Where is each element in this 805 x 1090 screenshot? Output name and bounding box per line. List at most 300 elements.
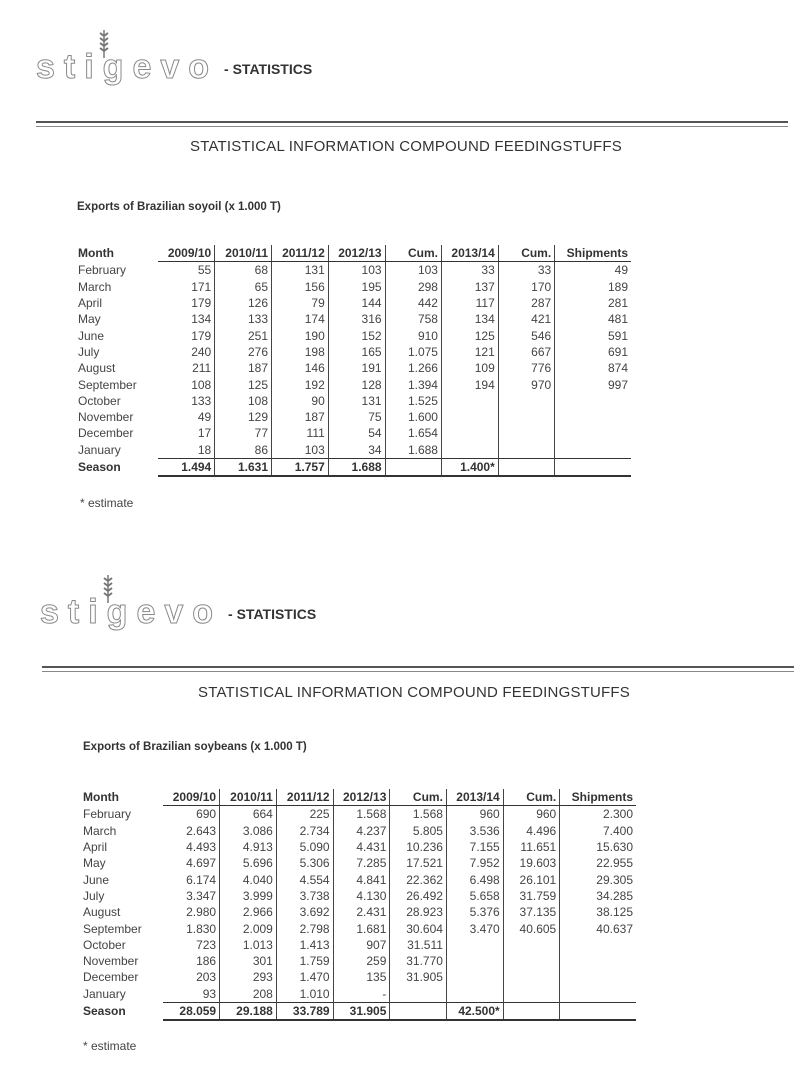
value-cell: 75 bbox=[328, 409, 385, 425]
value-cell: 546 bbox=[498, 327, 554, 343]
month-cell: April bbox=[83, 840, 108, 855]
soybeans-table-title: Exports of Brazilian soybeans (x 1.000 T) bbox=[83, 741, 307, 753]
value-cell: 133 bbox=[158, 393, 214, 409]
header-rule bbox=[36, 121, 788, 123]
month-cell: September bbox=[83, 921, 142, 936]
value-cell: 22.362 bbox=[390, 871, 447, 887]
value-cell: 421 bbox=[498, 311, 554, 327]
value-cell: 190 bbox=[272, 327, 329, 343]
value-cell: 108 bbox=[158, 376, 214, 392]
col-cum-1: Cum. bbox=[385, 245, 441, 262]
value-cell: 131 bbox=[328, 393, 385, 409]
value-cell: 179 bbox=[158, 295, 214, 311]
col-cum-2: Cum. bbox=[503, 789, 560, 806]
col-cum-1: Cum. bbox=[390, 789, 447, 806]
table-row bbox=[78, 295, 631, 311]
value-cell: 187 bbox=[215, 360, 272, 376]
stigevo-logo bbox=[36, 50, 312, 84]
value-cell: 6.498 bbox=[446, 871, 503, 887]
table-row bbox=[83, 986, 636, 1003]
value-cell: 276 bbox=[215, 344, 272, 360]
value-cell: 3.470 bbox=[446, 920, 503, 936]
month-cell: September bbox=[78, 377, 137, 392]
value-cell: 170 bbox=[498, 279, 554, 295]
value-cell: 4.493 bbox=[163, 839, 219, 855]
value-cell: 287 bbox=[498, 295, 554, 311]
value-cell: 3.086 bbox=[220, 823, 277, 839]
col-2011-12: 2011/12 bbox=[272, 245, 329, 262]
value-cell: 121 bbox=[441, 344, 498, 360]
value-cell: 31.759 bbox=[503, 888, 560, 904]
table-row bbox=[78, 311, 631, 327]
value-cell: 93 bbox=[163, 986, 219, 1003]
soyoil-table-title: Exports of Brazilian soyoil (x 1.000 T) bbox=[77, 201, 281, 213]
col-2013-14: 2013/14 bbox=[441, 245, 498, 262]
value-cell bbox=[441, 442, 498, 459]
month-cell: December bbox=[78, 426, 134, 441]
value-cell: 191 bbox=[328, 360, 385, 376]
value-cell: 129 bbox=[215, 409, 272, 425]
month-cell: January bbox=[83, 986, 126, 1001]
value-cell: 1.010 bbox=[276, 986, 333, 1003]
table-row bbox=[78, 327, 631, 343]
value-cell: 259 bbox=[333, 953, 390, 969]
value-cell: 7.155 bbox=[446, 839, 503, 855]
logo-suffix: - STATISTICS bbox=[224, 61, 313, 77]
value-cell: 29.305 bbox=[596, 872, 633, 887]
value-cell: 31.905 bbox=[390, 969, 447, 985]
value-cell bbox=[498, 458, 554, 476]
table-row bbox=[83, 904, 636, 920]
value-cell: 135 bbox=[333, 969, 390, 985]
value-cell: 2.300 bbox=[602, 807, 633, 822]
value-cell: 240 bbox=[158, 344, 214, 360]
value-cell: 481 bbox=[607, 312, 628, 327]
value-cell: 198 bbox=[272, 344, 329, 360]
value-cell: 203 bbox=[163, 969, 219, 985]
value-cell: 30.604 bbox=[390, 920, 447, 936]
value-cell: 90 bbox=[272, 393, 329, 409]
footnote: * estimate bbox=[83, 1039, 137, 1053]
value-cell: 910 bbox=[385, 327, 441, 343]
value-cell: 22.955 bbox=[596, 856, 633, 871]
value-cell: 3.999 bbox=[220, 888, 277, 904]
value-cell: 38.125 bbox=[596, 905, 633, 920]
value-cell: 31.905 bbox=[333, 1002, 390, 1020]
month-cell: April bbox=[78, 296, 103, 311]
season-row bbox=[78, 458, 631, 476]
value-cell: 144 bbox=[328, 295, 385, 311]
value-cell bbox=[560, 937, 636, 953]
value-cell: 134 bbox=[441, 311, 498, 327]
value-cell: 4.496 bbox=[503, 823, 560, 839]
value-cell: 907 bbox=[333, 937, 390, 953]
value-cell: 208 bbox=[220, 986, 277, 1003]
value-cell: 137 bbox=[441, 279, 498, 295]
value-cell: 970 bbox=[498, 376, 554, 392]
value-cell: 3.347 bbox=[163, 888, 219, 904]
value-cell: 301 bbox=[220, 953, 277, 969]
value-cell: 125 bbox=[441, 327, 498, 343]
value-cell: 690 bbox=[163, 806, 219, 823]
value-cell: 591 bbox=[607, 328, 628, 343]
value-cell bbox=[503, 986, 560, 1003]
value-cell: 152 bbox=[328, 327, 385, 343]
value-cell: 28.059 bbox=[163, 1002, 219, 1020]
value-cell: 26.492 bbox=[390, 888, 447, 904]
value-cell: 1.688 bbox=[385, 442, 441, 459]
value-cell: 316 bbox=[328, 311, 385, 327]
table-row bbox=[83, 839, 636, 855]
value-cell: 194 bbox=[441, 376, 498, 392]
month-cell: November bbox=[83, 954, 139, 969]
table-row bbox=[78, 279, 631, 295]
value-cell: 28.923 bbox=[390, 904, 447, 920]
month-cell: July bbox=[78, 344, 100, 359]
table-row bbox=[83, 888, 636, 904]
value-cell: 442 bbox=[385, 295, 441, 311]
table-row bbox=[78, 262, 631, 279]
soyoil-body bbox=[78, 262, 631, 476]
wheat-icon bbox=[101, 575, 115, 603]
month-cell: December bbox=[83, 970, 139, 985]
value-cell bbox=[555, 393, 631, 409]
col-2010-11: 2010/11 bbox=[215, 245, 272, 262]
value-cell bbox=[390, 986, 447, 1003]
value-cell: 2.009 bbox=[220, 920, 277, 936]
value-cell: 1.013 bbox=[220, 937, 277, 953]
value-cell bbox=[560, 953, 636, 969]
document-title: STATISTICAL INFORMATION COMPOUND FEEDINGSTUFFS bbox=[198, 684, 630, 701]
month-cell: November bbox=[78, 410, 134, 425]
value-cell: 117 bbox=[441, 295, 498, 311]
value-cell: - bbox=[333, 986, 390, 1003]
value-cell: 33.789 bbox=[276, 1002, 333, 1020]
value-cell: 133 bbox=[215, 311, 272, 327]
value-cell: 211 bbox=[158, 360, 214, 376]
value-cell: 2.643 bbox=[163, 823, 219, 839]
value-cell: 1.394 bbox=[385, 376, 441, 392]
value-cell bbox=[503, 953, 560, 969]
col-2009-10: 2009/10 bbox=[163, 789, 219, 806]
soybeans-table bbox=[83, 789, 636, 1021]
value-cell: 225 bbox=[276, 806, 333, 823]
header-rule-thin bbox=[42, 671, 794, 672]
month-cell: March bbox=[78, 279, 112, 294]
value-cell: 5.658 bbox=[446, 888, 503, 904]
value-cell: 189 bbox=[607, 279, 628, 294]
value-cell: 156 bbox=[272, 279, 329, 295]
col-2010-11: 2010/11 bbox=[220, 789, 277, 806]
value-cell: 192 bbox=[272, 376, 329, 392]
value-cell: 65 bbox=[215, 279, 272, 295]
month-cell: January bbox=[78, 442, 121, 457]
value-cell bbox=[555, 442, 631, 459]
value-cell: 33 bbox=[441, 262, 498, 279]
value-cell: 109 bbox=[441, 360, 498, 376]
value-cell: 11.651 bbox=[503, 839, 560, 855]
col-shipments: Shipments bbox=[560, 789, 636, 806]
value-cell: 86 bbox=[215, 442, 272, 459]
value-cell: 40.637 bbox=[596, 921, 633, 936]
value-cell: 1.830 bbox=[163, 920, 219, 936]
value-cell: 1.568 bbox=[333, 806, 390, 823]
table-row bbox=[78, 344, 631, 360]
value-cell: 664 bbox=[220, 806, 277, 823]
value-cell bbox=[441, 409, 498, 425]
value-cell: 134 bbox=[158, 311, 214, 327]
soyoil-section bbox=[0, 0, 805, 540]
value-cell: 111 bbox=[272, 425, 329, 441]
value-cell: 1.631 bbox=[215, 458, 272, 476]
value-cell: 165 bbox=[328, 344, 385, 360]
value-cell: 1.413 bbox=[276, 937, 333, 953]
value-cell: 146 bbox=[272, 360, 329, 376]
value-cell: 4.554 bbox=[276, 871, 333, 887]
value-cell: 997 bbox=[607, 377, 628, 392]
month-cell: May bbox=[78, 312, 101, 327]
table-row bbox=[83, 855, 636, 871]
table-row bbox=[83, 969, 636, 985]
value-cell: 40.605 bbox=[503, 920, 560, 936]
month-cell: October bbox=[78, 393, 121, 408]
value-cell bbox=[560, 1002, 636, 1020]
soybeans-body bbox=[83, 806, 636, 1020]
wheat-icon bbox=[97, 30, 111, 58]
value-cell: 3.738 bbox=[276, 888, 333, 904]
col-month: Month bbox=[83, 790, 119, 805]
value-cell: 960 bbox=[446, 806, 503, 823]
value-cell: 171 bbox=[158, 279, 214, 295]
value-cell: 298 bbox=[385, 279, 441, 295]
value-cell: 187 bbox=[272, 409, 329, 425]
value-cell: 1.600 bbox=[385, 409, 441, 425]
value-cell: 1.525 bbox=[385, 393, 441, 409]
value-cell: 4.130 bbox=[333, 888, 390, 904]
logo-suffix: - STATISTICS bbox=[228, 606, 317, 622]
value-cell bbox=[446, 969, 503, 985]
logo-word: stigevo bbox=[40, 593, 223, 631]
col-2012-13: 2012/13 bbox=[328, 245, 385, 262]
month-cell: February bbox=[83, 807, 132, 822]
value-cell: 2.980 bbox=[163, 904, 219, 920]
value-cell bbox=[390, 1002, 447, 1020]
value-cell: 126 bbox=[215, 295, 272, 311]
month-cell: October bbox=[83, 937, 126, 952]
value-cell: 667 bbox=[498, 344, 554, 360]
col-2013-14: 2013/14 bbox=[446, 789, 503, 806]
value-cell: 776 bbox=[498, 360, 554, 376]
table-row bbox=[78, 360, 631, 376]
col-2011-12: 2011/12 bbox=[276, 789, 333, 806]
value-cell bbox=[498, 409, 554, 425]
value-cell: 7.285 bbox=[333, 855, 390, 871]
soybeans-section bbox=[0, 545, 805, 1090]
month-cell: June bbox=[78, 328, 105, 343]
value-cell: 131 bbox=[272, 262, 329, 279]
stigevo-logo bbox=[40, 595, 316, 629]
value-cell: 17 bbox=[158, 425, 214, 441]
table-row bbox=[83, 953, 636, 969]
value-cell bbox=[555, 458, 631, 476]
value-cell bbox=[441, 393, 498, 409]
value-cell: 33 bbox=[498, 262, 554, 279]
month-cell: March bbox=[83, 823, 117, 838]
value-cell: 960 bbox=[503, 806, 560, 823]
value-cell: 4.697 bbox=[163, 855, 219, 871]
value-cell: 54 bbox=[328, 425, 385, 441]
month-cell: June bbox=[83, 872, 110, 887]
value-cell: 174 bbox=[272, 311, 329, 327]
month-cell: May bbox=[83, 856, 106, 871]
header-rule bbox=[42, 666, 794, 668]
value-cell: 1.470 bbox=[276, 969, 333, 985]
value-cell bbox=[441, 425, 498, 441]
value-cell: 1.494 bbox=[158, 458, 214, 476]
value-cell: 68 bbox=[215, 262, 272, 279]
value-cell: 103 bbox=[385, 262, 441, 279]
value-cell: 691 bbox=[607, 344, 628, 359]
value-cell: 37.135 bbox=[503, 904, 560, 920]
footnote: * estimate bbox=[80, 496, 134, 510]
season-row bbox=[83, 1002, 636, 1020]
value-cell bbox=[555, 425, 631, 441]
value-cell: 195 bbox=[328, 279, 385, 295]
value-cell: 49 bbox=[614, 263, 628, 278]
value-cell bbox=[503, 937, 560, 953]
value-cell: 42.500* bbox=[446, 1002, 503, 1020]
value-cell: 5.696 bbox=[220, 855, 277, 871]
value-cell: 1.681 bbox=[333, 920, 390, 936]
col-shipments: Shipments bbox=[555, 245, 631, 262]
month-cell: February bbox=[78, 263, 127, 278]
table-row bbox=[78, 393, 631, 409]
value-cell bbox=[446, 937, 503, 953]
value-cell: 103 bbox=[272, 442, 329, 459]
col-cum-2: Cum. bbox=[498, 245, 554, 262]
value-cell bbox=[503, 1002, 560, 1020]
value-cell: 15.630 bbox=[596, 840, 633, 855]
value-cell bbox=[560, 969, 636, 985]
value-cell: 108 bbox=[215, 393, 272, 409]
table-row bbox=[83, 871, 636, 887]
header-rule-thin bbox=[36, 126, 788, 127]
value-cell: 49 bbox=[158, 409, 214, 425]
logo-word: stigevo bbox=[36, 48, 219, 86]
value-cell: 2.966 bbox=[220, 904, 277, 920]
document-title: STATISTICAL INFORMATION COMPOUND FEEDINGSTUFFS bbox=[190, 138, 622, 155]
value-cell: 125 bbox=[215, 376, 272, 392]
value-cell: 1.568 bbox=[390, 806, 447, 823]
table-row bbox=[78, 442, 631, 459]
value-cell: 19.603 bbox=[503, 855, 560, 871]
value-cell: 7.952 bbox=[446, 855, 503, 871]
value-cell: 2.798 bbox=[276, 920, 333, 936]
value-cell: 79 bbox=[272, 295, 329, 311]
value-cell: 293 bbox=[220, 969, 277, 985]
value-cell: 1.654 bbox=[385, 425, 441, 441]
value-cell: 2.734 bbox=[276, 823, 333, 839]
value-cell: 6.174 bbox=[163, 871, 219, 887]
month-cell: July bbox=[83, 888, 105, 903]
table-row bbox=[78, 425, 631, 441]
value-cell: 34 bbox=[328, 442, 385, 459]
value-cell: 723 bbox=[163, 937, 219, 953]
value-cell: 17.521 bbox=[390, 855, 447, 871]
value-cell: 5.805 bbox=[390, 823, 447, 839]
col-2009-10: 2009/10 bbox=[158, 245, 214, 262]
value-cell: 4.431 bbox=[333, 839, 390, 855]
value-cell: 34.285 bbox=[596, 888, 633, 903]
value-cell: 758 bbox=[385, 311, 441, 327]
value-cell: 103 bbox=[328, 262, 385, 279]
value-cell: 3.692 bbox=[276, 904, 333, 920]
value-cell bbox=[555, 409, 631, 425]
table-row bbox=[83, 806, 636, 823]
value-cell: 281 bbox=[607, 296, 628, 311]
table-header-row bbox=[83, 789, 636, 806]
table-row bbox=[83, 823, 636, 839]
col-2012-13: 2012/13 bbox=[333, 789, 390, 806]
value-cell: 7.400 bbox=[602, 823, 633, 838]
value-cell: 31.770 bbox=[390, 953, 447, 969]
value-cell: 10.236 bbox=[390, 839, 447, 855]
value-cell: 29.188 bbox=[220, 1002, 277, 1020]
value-cell bbox=[503, 969, 560, 985]
table-header-row bbox=[78, 245, 631, 262]
value-cell: 31.511 bbox=[390, 937, 447, 953]
value-cell: 4.040 bbox=[220, 871, 277, 887]
month-cell: August bbox=[78, 361, 116, 376]
value-cell bbox=[446, 953, 503, 969]
value-cell: 3.536 bbox=[446, 823, 503, 839]
soyoil-table bbox=[78, 245, 631, 477]
value-cell: 1.400* bbox=[441, 458, 498, 476]
table-row bbox=[78, 376, 631, 392]
value-cell: 4.913 bbox=[220, 839, 277, 855]
month-cell: August bbox=[83, 905, 121, 920]
value-cell bbox=[498, 442, 554, 459]
table-row bbox=[83, 920, 636, 936]
value-cell: 1.075 bbox=[385, 344, 441, 360]
value-cell bbox=[446, 986, 503, 1003]
value-cell: 26.101 bbox=[503, 871, 560, 887]
value-cell: 55 bbox=[158, 262, 214, 279]
value-cell bbox=[385, 458, 441, 476]
value-cell bbox=[498, 393, 554, 409]
value-cell: 77 bbox=[215, 425, 272, 441]
value-cell: 1.688 bbox=[328, 458, 385, 476]
value-cell: 1.757 bbox=[272, 458, 329, 476]
value-cell: 5.090 bbox=[276, 839, 333, 855]
value-cell: 874 bbox=[607, 361, 628, 376]
value-cell: 179 bbox=[158, 327, 214, 343]
value-cell: 4.237 bbox=[333, 823, 390, 839]
col-month: Month bbox=[78, 246, 114, 261]
value-cell bbox=[560, 986, 636, 1003]
value-cell: 1.266 bbox=[385, 360, 441, 376]
value-cell: 5.306 bbox=[276, 855, 333, 871]
value-cell: 2.431 bbox=[333, 904, 390, 920]
value-cell bbox=[498, 425, 554, 441]
value-cell: 1.759 bbox=[276, 953, 333, 969]
value-cell: 18 bbox=[158, 442, 214, 459]
table-row bbox=[78, 409, 631, 425]
value-cell: 128 bbox=[328, 376, 385, 392]
value-cell: 4.841 bbox=[333, 871, 390, 887]
month-cell: Season bbox=[83, 1004, 126, 1019]
table-row bbox=[83, 937, 636, 953]
